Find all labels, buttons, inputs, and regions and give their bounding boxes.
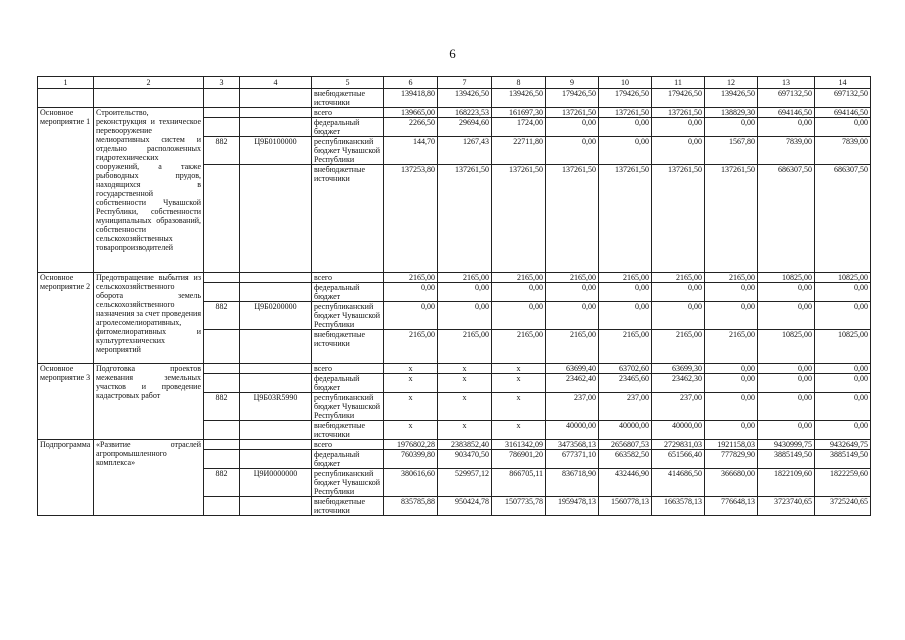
value-cell: 22711,80 bbox=[492, 137, 546, 165]
column-number-row bbox=[38, 77, 871, 89]
value-cell: 29694,60 bbox=[438, 118, 492, 137]
value-cell: 1959478,13 bbox=[546, 497, 599, 516]
value-cell: 161697,30 bbox=[492, 108, 546, 118]
value-cell: 139665,00 bbox=[384, 108, 438, 118]
value-cell: х bbox=[492, 374, 546, 393]
value-cell: 1507735,78 bbox=[492, 497, 546, 516]
value-cell: х bbox=[438, 421, 492, 440]
code-cell: Ц9Б03R5990 bbox=[240, 393, 312, 421]
value-cell: 237,00 bbox=[652, 393, 705, 421]
value-cell: 1921158,03 bbox=[705, 440, 758, 450]
value-cell: 2729831,03 bbox=[652, 440, 705, 450]
value-cell: 380616,60 bbox=[384, 469, 438, 497]
funding-source-cell: федеральный бюджет bbox=[312, 118, 384, 137]
value-cell: 686307,50 bbox=[758, 165, 815, 273]
funding-source-cell: внебюджетные источники bbox=[312, 330, 384, 364]
value-cell: 697132,50 bbox=[815, 89, 871, 108]
value-cell: 0,00 bbox=[492, 302, 546, 330]
value-cell: 137261,50 bbox=[492, 165, 546, 273]
value-cell: 137261,50 bbox=[438, 165, 492, 273]
value-cell: х bbox=[384, 393, 438, 421]
value-cell: 677371,10 bbox=[546, 450, 599, 469]
funding-source-cell: республиканский бюджет Чувашской Республики bbox=[312, 302, 384, 330]
value-cell: 2165,00 bbox=[599, 330, 652, 364]
value-cell: 0,00 bbox=[599, 283, 652, 302]
value-cell: х bbox=[438, 393, 492, 421]
value-cell: 0,00 bbox=[384, 302, 438, 330]
value-cell: х bbox=[492, 421, 546, 440]
empty-cell bbox=[204, 283, 240, 302]
value-cell: 137261,50 bbox=[599, 108, 652, 118]
empty-cell bbox=[240, 421, 312, 440]
value-cell: 0,00 bbox=[438, 283, 492, 302]
value-cell: 63699,40 bbox=[546, 364, 599, 374]
table-row bbox=[38, 273, 871, 283]
value-cell: 0,00 bbox=[652, 137, 705, 165]
value-cell: 137261,50 bbox=[652, 108, 705, 118]
value-cell: 1560778,13 bbox=[599, 497, 652, 516]
code-cell: Ц9Б0200000 bbox=[240, 302, 312, 330]
value-cell: 3885149,50 bbox=[815, 450, 871, 469]
empty-cell bbox=[240, 118, 312, 137]
code-cell: 882 bbox=[204, 302, 240, 330]
value-cell: 0,00 bbox=[815, 393, 871, 421]
value-cell: 776648,13 bbox=[705, 497, 758, 516]
value-cell: 137261,50 bbox=[599, 165, 652, 273]
value-cell: 1663578,13 bbox=[652, 497, 705, 516]
code-cell: Ц9Б0100000 bbox=[240, 137, 312, 165]
value-cell: 0,00 bbox=[815, 118, 871, 137]
activity-description-cell: Строительство, реконструкция и техническое перевооружение мелиоративных систем и отдельно расположенных гидротехнических сооружений, а также рыбоводных прудов, находящихся в государственной собственности Чувашской Республики, собственности муниципальных образований, собственности сельскохозяйственных товаропроизводителей bbox=[94, 108, 204, 273]
value-cell: 835785,88 bbox=[384, 497, 438, 516]
value-cell: 786901,20 bbox=[492, 450, 546, 469]
empty-cell bbox=[204, 440, 240, 450]
value-cell: 0,00 bbox=[758, 393, 815, 421]
empty-cell bbox=[204, 364, 240, 374]
value-cell: 179426,50 bbox=[599, 89, 652, 108]
value-cell: 0,00 bbox=[815, 374, 871, 393]
value-cell: 2165,00 bbox=[492, 273, 546, 283]
value-cell: 10825,00 bbox=[815, 273, 871, 283]
activity-description-cell: Подготовка проектов межевания земельных участков и проведение кадастровых работ bbox=[94, 364, 204, 440]
value-cell: 0,00 bbox=[758, 302, 815, 330]
funding-source-cell: всего bbox=[312, 108, 384, 118]
value-cell: 663582,50 bbox=[599, 450, 652, 469]
value-cell: 0,00 bbox=[599, 137, 652, 165]
value-cell: 1267,43 bbox=[438, 137, 492, 165]
column-number-cell: 11 bbox=[652, 77, 705, 89]
value-cell: 0,00 bbox=[758, 364, 815, 374]
value-cell: 0,00 bbox=[492, 283, 546, 302]
value-cell: 137253,80 bbox=[384, 165, 438, 273]
empty-cell bbox=[240, 440, 312, 450]
value-cell: 9432649,75 bbox=[815, 440, 871, 450]
column-number-cell: 14 bbox=[815, 77, 871, 89]
value-cell: 0,00 bbox=[705, 364, 758, 374]
funding-source-cell: республиканский бюджет Чувашской Республики bbox=[312, 393, 384, 421]
funding-source-cell: внебюджетные источники bbox=[312, 89, 384, 108]
value-cell: 0,00 bbox=[652, 283, 705, 302]
table-row bbox=[38, 108, 871, 118]
funding-source-cell: республиканский бюджет Чувашской Республики bbox=[312, 469, 384, 497]
value-cell: 529957,12 bbox=[438, 469, 492, 497]
value-cell: 432446,90 bbox=[599, 469, 652, 497]
funding-source-cell: внебюджетные источники bbox=[312, 165, 384, 273]
funding-source-cell: всего bbox=[312, 273, 384, 283]
value-cell: 0,00 bbox=[546, 137, 599, 165]
value-cell: 866705,11 bbox=[492, 469, 546, 497]
value-cell: х bbox=[438, 364, 492, 374]
value-cell: 40000,00 bbox=[599, 421, 652, 440]
value-cell: 0,00 bbox=[705, 421, 758, 440]
value-cell: 23462,40 bbox=[546, 374, 599, 393]
value-cell: 686307,50 bbox=[815, 165, 871, 273]
value-cell: 40000,00 bbox=[546, 421, 599, 440]
value-cell: 697132,50 bbox=[758, 89, 815, 108]
code-cell: 882 bbox=[204, 469, 240, 497]
value-cell: 3473568,13 bbox=[546, 440, 599, 450]
value-cell: 40000,00 bbox=[652, 421, 705, 440]
column-number-cell: 8 bbox=[492, 77, 546, 89]
value-cell: 0,00 bbox=[705, 302, 758, 330]
empty-cell bbox=[204, 497, 240, 516]
value-cell: 0,00 bbox=[705, 393, 758, 421]
value-cell: 694146,50 bbox=[815, 108, 871, 118]
empty-cell bbox=[240, 283, 312, 302]
value-cell: 0,00 bbox=[384, 283, 438, 302]
value-cell: 137261,50 bbox=[546, 165, 599, 273]
value-cell: 2165,00 bbox=[384, 273, 438, 283]
value-cell: 366680,00 bbox=[705, 469, 758, 497]
funding-source-cell: всего bbox=[312, 364, 384, 374]
column-number-cell: 5 bbox=[312, 77, 384, 89]
value-cell: 137261,50 bbox=[652, 165, 705, 273]
column-number-cell: 12 bbox=[705, 77, 758, 89]
value-cell: 139426,50 bbox=[438, 89, 492, 108]
funding-source-cell: республиканский бюджет Чувашской Республики bbox=[312, 137, 384, 165]
value-cell: 2165,00 bbox=[705, 330, 758, 364]
value-cell: х bbox=[492, 393, 546, 421]
value-cell: 1822259,60 bbox=[815, 469, 871, 497]
activity-description-cell: Предотвращение выбытия из сельскохозяйственного оборота земель сельскохозяйственного назначения за счет проведения агролесомелиоративных, фитомелиоративных и культуртехнических мероприятий bbox=[94, 273, 204, 364]
value-cell: х bbox=[384, 364, 438, 374]
value-cell: 10825,00 bbox=[815, 330, 871, 364]
column-number-cell: 1 bbox=[38, 77, 94, 89]
empty-cell bbox=[240, 330, 312, 364]
value-cell: 0,00 bbox=[599, 118, 652, 137]
empty-cell bbox=[240, 450, 312, 469]
empty-cell bbox=[240, 374, 312, 393]
value-cell: 694146,50 bbox=[758, 108, 815, 118]
column-number-cell: 4 bbox=[240, 77, 312, 89]
empty-cell bbox=[204, 118, 240, 137]
value-cell: 179426,50 bbox=[546, 89, 599, 108]
value-cell: 139426,50 bbox=[492, 89, 546, 108]
empty-cell bbox=[240, 108, 312, 118]
empty-cell bbox=[240, 89, 312, 108]
value-cell: 0,00 bbox=[815, 421, 871, 440]
value-cell: 3725240,65 bbox=[815, 497, 871, 516]
empty-cell bbox=[204, 374, 240, 393]
value-cell: 2656807,53 bbox=[599, 440, 652, 450]
value-cell: 0,00 bbox=[705, 283, 758, 302]
value-cell: х bbox=[384, 374, 438, 393]
value-cell: 2165,00 bbox=[438, 273, 492, 283]
value-cell: 0,00 bbox=[815, 283, 871, 302]
empty-cell bbox=[38, 89, 94, 108]
value-cell: 0,00 bbox=[758, 421, 815, 440]
value-cell: 0,00 bbox=[815, 364, 871, 374]
value-cell: 63702,60 bbox=[599, 364, 652, 374]
code-cell: Ц9И0000000 bbox=[240, 469, 312, 497]
value-cell: 23465,60 bbox=[599, 374, 652, 393]
value-cell: 2165,00 bbox=[705, 273, 758, 283]
page-number: 6 bbox=[449, 46, 456, 61]
value-cell: 7839,00 bbox=[758, 137, 815, 165]
empty-cell bbox=[204, 421, 240, 440]
value-cell: 0,00 bbox=[599, 302, 652, 330]
value-cell: 3885149,50 bbox=[758, 450, 815, 469]
empty-cell bbox=[240, 165, 312, 273]
value-cell: 139426,50 bbox=[705, 89, 758, 108]
value-cell: 137261,50 bbox=[705, 165, 758, 273]
value-cell: х bbox=[384, 421, 438, 440]
empty-cell bbox=[204, 273, 240, 283]
empty-cell bbox=[204, 89, 240, 108]
value-cell: 0,00 bbox=[546, 302, 599, 330]
activity-description-cell: «Развитие отраслей агропромышленного комплекса» bbox=[94, 440, 204, 516]
value-cell: 0,00 bbox=[758, 374, 815, 393]
value-cell: 0,00 bbox=[546, 283, 599, 302]
code-cell: 882 bbox=[204, 393, 240, 421]
value-cell: 836718,90 bbox=[546, 469, 599, 497]
value-cell: 0,00 bbox=[705, 374, 758, 393]
code-cell: 882 bbox=[204, 137, 240, 165]
value-cell: 237,00 bbox=[546, 393, 599, 421]
activity-name-cell: Основное мероприятие 1 bbox=[38, 108, 94, 273]
value-cell: 7839,00 bbox=[815, 137, 871, 165]
value-cell: 651566,40 bbox=[652, 450, 705, 469]
value-cell: 0,00 bbox=[438, 302, 492, 330]
value-cell: 2165,00 bbox=[546, 273, 599, 283]
funding-source-cell: федеральный бюджет bbox=[312, 283, 384, 302]
funding-source-cell: внебюджетные источники bbox=[312, 421, 384, 440]
empty-cell bbox=[204, 450, 240, 469]
value-cell: 144,70 bbox=[384, 137, 438, 165]
funding-source-cell: федеральный бюджет bbox=[312, 374, 384, 393]
value-cell: 950424,78 bbox=[438, 497, 492, 516]
empty-cell bbox=[240, 497, 312, 516]
value-cell: 903470,50 bbox=[438, 450, 492, 469]
value-cell: 23462,30 bbox=[652, 374, 705, 393]
empty-cell bbox=[204, 330, 240, 364]
empty-cell bbox=[240, 273, 312, 283]
value-cell: 137261,50 bbox=[546, 108, 599, 118]
value-cell: 0,00 bbox=[815, 302, 871, 330]
column-number-cell: 10 bbox=[599, 77, 652, 89]
value-cell: 139418,80 bbox=[384, 89, 438, 108]
column-number-cell: 9 bbox=[546, 77, 599, 89]
value-cell: 0,00 bbox=[652, 118, 705, 137]
value-cell: 179426,50 bbox=[652, 89, 705, 108]
value-cell: 1976802,28 bbox=[384, 440, 438, 450]
value-cell: 2383852,40 bbox=[438, 440, 492, 450]
table-row bbox=[38, 364, 871, 374]
value-cell: 2165,00 bbox=[652, 273, 705, 283]
value-cell: 2165,00 bbox=[438, 330, 492, 364]
value-cell: 1567,80 bbox=[705, 137, 758, 165]
activity-name-cell: Основное мероприятие 2 bbox=[38, 273, 94, 364]
value-cell: х bbox=[492, 364, 546, 374]
empty-cell bbox=[204, 165, 240, 273]
value-cell: 168223,53 bbox=[438, 108, 492, 118]
empty-cell bbox=[94, 89, 204, 108]
column-number-cell: 13 bbox=[758, 77, 815, 89]
value-cell: 10825,00 bbox=[758, 273, 815, 283]
value-cell: 1724,00 bbox=[492, 118, 546, 137]
column-number-cell: 6 bbox=[384, 77, 438, 89]
value-cell: 2165,00 bbox=[384, 330, 438, 364]
funding-source-cell: всего bbox=[312, 440, 384, 450]
table-row bbox=[38, 440, 871, 450]
empty-cell bbox=[204, 108, 240, 118]
value-cell: 2165,00 bbox=[492, 330, 546, 364]
value-cell: 414686,50 bbox=[652, 469, 705, 497]
value-cell: 3723740,65 bbox=[758, 497, 815, 516]
value-cell: 0,00 bbox=[546, 118, 599, 137]
value-cell: 0,00 bbox=[758, 118, 815, 137]
value-cell: 760399,80 bbox=[384, 450, 438, 469]
column-number-cell: 7 bbox=[438, 77, 492, 89]
activity-name-cell: Подпрограмма bbox=[38, 440, 94, 516]
column-number-cell: 2 bbox=[94, 77, 204, 89]
value-cell: 2165,00 bbox=[652, 330, 705, 364]
value-cell: 3161342,09 bbox=[492, 440, 546, 450]
value-cell: 9430999,75 bbox=[758, 440, 815, 450]
column-number-cell: 3 bbox=[204, 77, 240, 89]
value-cell: 0,00 bbox=[705, 118, 758, 137]
empty-cell bbox=[240, 364, 312, 374]
funding-source-cell: внебюджетные источники bbox=[312, 497, 384, 516]
value-cell: 777829,90 bbox=[705, 450, 758, 469]
value-cell: 10825,00 bbox=[758, 330, 815, 364]
value-cell: 2165,00 bbox=[546, 330, 599, 364]
activity-name-cell: Основное мероприятие 3 bbox=[38, 364, 94, 440]
value-cell: 2266,50 bbox=[384, 118, 438, 137]
value-cell: 237,00 bbox=[599, 393, 652, 421]
value-cell: 138829,30 bbox=[705, 108, 758, 118]
value-cell: 1822109,60 bbox=[758, 469, 815, 497]
value-cell: х bbox=[438, 374, 492, 393]
continuation-row bbox=[38, 89, 871, 108]
value-cell: 0,00 bbox=[652, 302, 705, 330]
budget-table bbox=[37, 76, 871, 516]
value-cell: 2165,00 bbox=[599, 273, 652, 283]
funding-source-cell: федеральный бюджет bbox=[312, 450, 384, 469]
value-cell: 0,00 bbox=[758, 283, 815, 302]
value-cell: 63699,30 bbox=[652, 364, 705, 374]
